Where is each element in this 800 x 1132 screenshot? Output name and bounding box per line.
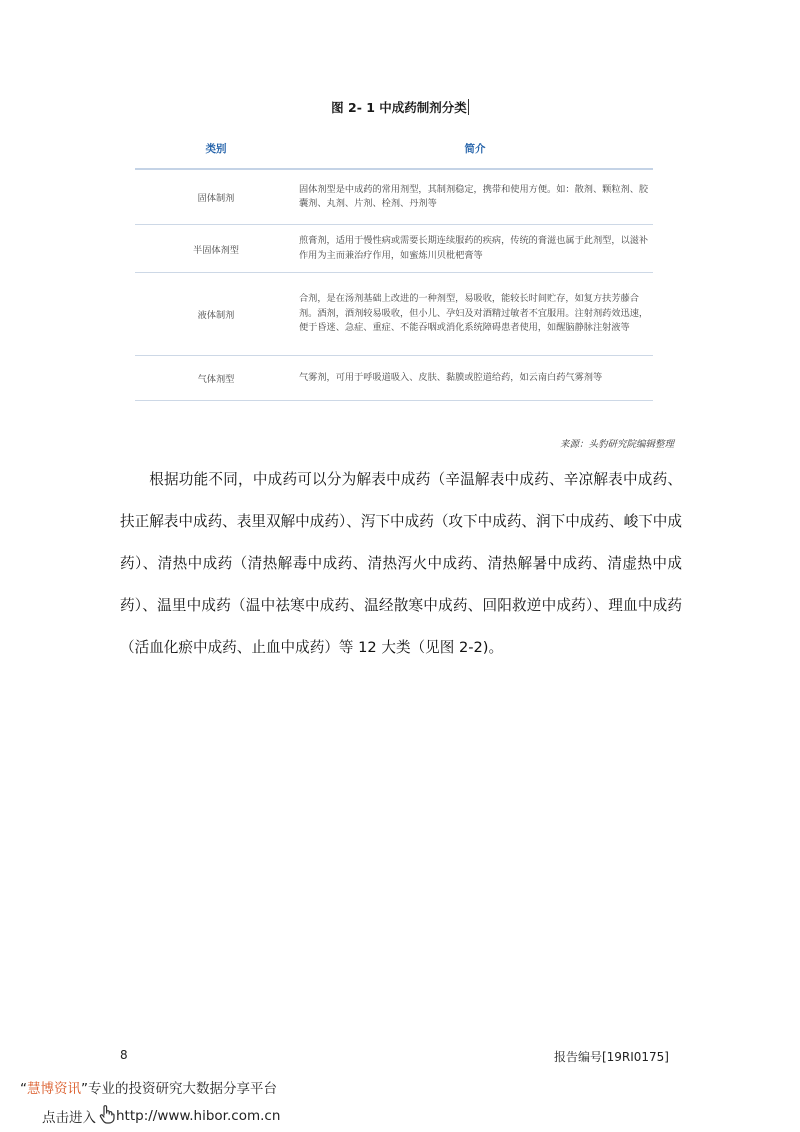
site-url-link[interactable]: http://www.hibor.com.cn xyxy=(116,1108,281,1124)
row-description: 固体剂型是中成药的常用剂型，其制剂稳定，携带和使用方便。如：散剂、颗粒剂、胶囊剂、丸剂、片剂、栓剂、丹剂等 xyxy=(297,169,653,225)
table-header-row xyxy=(135,128,653,169)
figure-title-text: 图 2- 1 中成药制剂分类 xyxy=(331,100,467,115)
report-number: 报告编号[19RI0175] xyxy=(553,1050,669,1064)
page-number: 8 xyxy=(120,1048,128,1062)
text-cursor xyxy=(468,99,469,115)
brand-close-quote: ” xyxy=(81,1081,88,1097)
body-paragraph: 根据功能不同，中成药可以分为解表中成药（辛温解表中成药、辛凉解表中成药、扶正解表中成药、表里双解中成药）、泻下中成药（攻下中成药、润下中成药、峻下中成药）、清热中成药（清热解毒中成药、清热泻火中成药、清热解暑中成药、清虚热中成药）、温里中成药（温中祛寒中成药、温经散寒中成药、回阳救逆中成药）、理血中成药（活血化瘀中成药、止血中成药）等 12 大类（见图 2-2)。 xyxy=(120,471,682,656)
footer-link-line xyxy=(42,1104,280,1128)
row-category: 固体制剂 xyxy=(135,169,297,225)
brand-name: 慧博资讯 xyxy=(27,1081,81,1097)
slogan: 专业的投资研究大数据分享平台 xyxy=(88,1081,277,1097)
row-category: 液体制剂 xyxy=(135,273,297,356)
table-row xyxy=(135,169,653,225)
table-row xyxy=(135,356,653,401)
figure-title xyxy=(0,98,800,116)
brand-open-quote: “ xyxy=(20,1081,27,1097)
footer-brand-line xyxy=(20,1077,277,1097)
table-row xyxy=(135,273,653,356)
classification-table xyxy=(135,128,653,401)
table-row xyxy=(135,225,653,273)
row-description: 气雾剂，可用于呼吸道吸入、皮肤、黏膜或腔道给药，如云南白药气雾剂等 xyxy=(297,356,653,401)
source-note: 来源：头豹研究院编辑整理 xyxy=(559,439,674,450)
header-description: 简介 xyxy=(297,128,653,169)
header-category: 类别 xyxy=(135,128,297,169)
row-description: 煎膏剂，适用于慢性病或需要长期连续服药的疾病，传统的膏滋也属于此剂型，以滋补作用为主而兼治疗作用，如蜜炼川贝枇杷膏等 xyxy=(297,225,653,273)
enter-label: 点击进入 xyxy=(42,1110,96,1126)
row-category: 半固体剂型 xyxy=(135,225,297,273)
row-description: 合剂，是在汤剂基础上改进的一种剂型，易吸收，能较长时间贮存，如复方扶芳藤合剂。酒剂，酒剂较易吸收，但小儿、孕妇及对酒精过敏者不宜服用。注射剂药效迅速，便于昏迷、急症、重症、不能吞咽或消化系统障碍患者使用，如醒脑静脉注射液等 xyxy=(297,273,653,356)
row-category: 气体剂型 xyxy=(135,356,297,401)
hand-pointer-icon xyxy=(96,1104,116,1128)
